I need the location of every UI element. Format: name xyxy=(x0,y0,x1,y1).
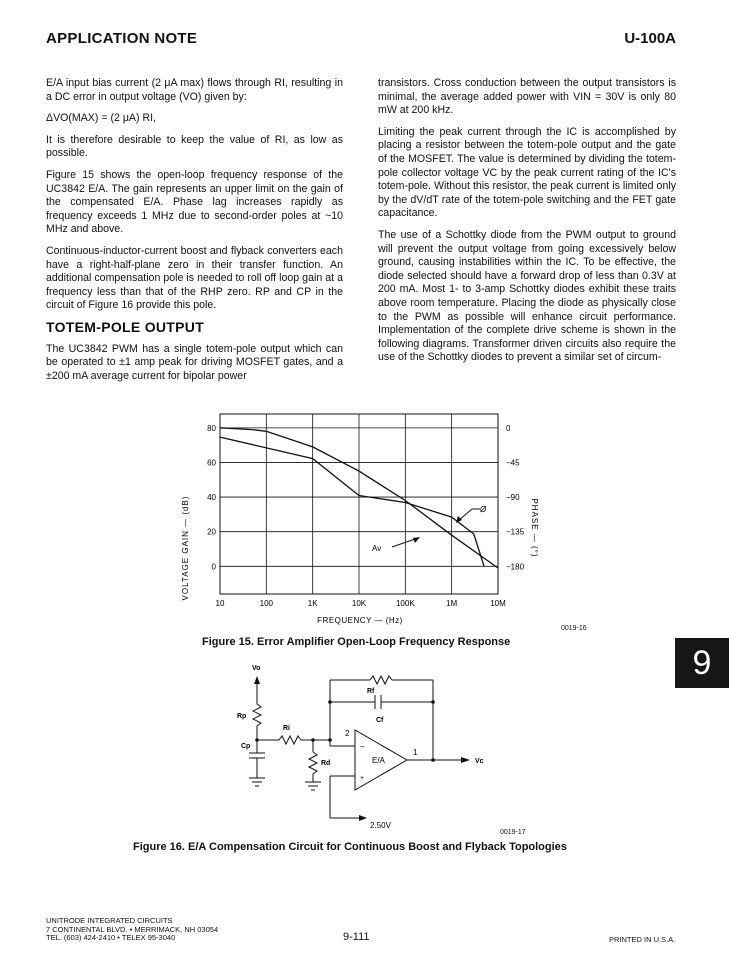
junction-dot xyxy=(311,738,315,742)
gain-tick-label: 40 xyxy=(207,493,216,503)
paragraph: Continuous-inductor-current boost and flyback converters each have a right-half-plane zero in their transfer function. An additional compensation pole is needed to roll off loop gain at a frequency less than that of the RHP zero. RP and CP in the circuit of Figure 16 provide this pole. xyxy=(46,244,343,312)
label-vc: Vc xyxy=(475,758,484,765)
rf-resistor xyxy=(370,676,392,684)
y-axis-label-gain: VOLTAGE GAIN — (dB) xyxy=(181,495,190,601)
chart-ticks xyxy=(207,424,524,608)
paragraph: It is therefore desirable to keep the value of RI, as low as possible. xyxy=(46,133,343,160)
figure-id: 0019-16 xyxy=(561,625,587,632)
figure-id: 0019-17 xyxy=(500,829,526,836)
junction-dot xyxy=(431,758,435,762)
label-vo: Vo xyxy=(252,665,261,672)
printed-note: PRINTED IN U.S.A. xyxy=(609,935,676,944)
figure-16-caption: Figure 16. E/A Compensation Circuit for Continuous Boost and Flyback Topologies xyxy=(133,841,567,853)
junction-dot xyxy=(328,700,332,704)
x-tick-label: 10 xyxy=(215,599,225,608)
x-tick-label: 1M xyxy=(446,599,458,608)
phase-tick-label: −135 xyxy=(506,527,525,537)
junction-dot xyxy=(255,738,259,742)
gain-tick-label: 80 xyxy=(207,423,216,433)
page-number: 9-111 xyxy=(343,931,370,943)
paragraph: Figure 15 shows the open-loop frequency response of the UC3842 E/A. The gain represents an upper limit on the gain of the compensated E/A. Phase lag increases rapidly as frequency exceeds 1 MHz due to second-order poles at ~10 MHz and above. xyxy=(46,168,343,236)
x-tick-label: 10K xyxy=(351,599,367,608)
rp-resistor xyxy=(253,700,261,740)
label-rf: Rf xyxy=(367,688,375,695)
x-tick-label: 10M xyxy=(490,599,506,608)
x-axis-label: FREQUENCY — (Hz) xyxy=(317,616,403,625)
vo-arrow-head xyxy=(254,676,260,684)
section-tab: 9 xyxy=(675,638,729,688)
document-number: U-100A xyxy=(624,30,676,47)
footer-line: UNITRODE INTEGRATED CIRCUITS xyxy=(46,916,173,925)
phase-tick-label: −45 xyxy=(506,458,520,468)
phase-curve xyxy=(220,437,484,566)
footer-line: TEL. (603) 424-2410 • TELEX 95-3040 xyxy=(46,933,176,942)
paragraph: The use of a Schottky diode from the PWM output to ground will prevent the output voltage from going excessively below ground, causing instabilities within the IC. To be effective, the diode selected should have a forward drop of less than 0.3V at 200 mA. Most 1- to 3-amp Schottky diodes exhibit these traits above room temperature. Placing the diode as physically close to the PWM as possible will enhance circuit performance. Implementation of the complete drive scheme is shown in the following diagrams. Transformer driven circuits also require the use of the Schottky diodes to prevent a similar set of circum- xyxy=(378,228,676,364)
series-label-phase: Ø xyxy=(480,505,487,514)
header-title: APPLICATION NOTE xyxy=(46,30,198,47)
vc-arrow-head xyxy=(461,757,470,763)
compensation-circuit-diagram xyxy=(225,660,525,840)
section-heading: TOTEM-POLE OUTPUT xyxy=(46,318,205,335)
series-label-av: Av xyxy=(372,544,382,553)
label-ref: 2.50V xyxy=(370,821,391,830)
label-minus: − xyxy=(360,742,365,751)
label-rd: Rd xyxy=(321,760,331,767)
label-ea: E/A xyxy=(372,756,385,765)
ref-arrow-head xyxy=(359,815,367,821)
ri-resistor xyxy=(279,736,301,744)
label-ri: Ri xyxy=(283,725,290,732)
label-plus: + xyxy=(360,775,365,782)
rd-resistor xyxy=(309,752,317,782)
y-axis-label-phase: PHASE — (°) xyxy=(530,498,539,558)
x-tick-label: 100 xyxy=(259,599,274,608)
paragraph: E/A input bias current (2 μA max) flows through RI, resulting in a DC error in output voltage (VO) given by: xyxy=(46,77,343,103)
equation: ΔVO(MAX) = (2 μA) RI, xyxy=(46,112,157,125)
label-rp: Rp xyxy=(237,713,247,720)
footer-line: 7 CONTINENTAL BLVD. • MERRIMACK, NH 03054 xyxy=(46,924,219,934)
chart-grid xyxy=(220,414,498,594)
label-cp: Cp xyxy=(241,743,251,750)
frequency-response-chart xyxy=(170,408,600,638)
paragraph: The UC3842 PWM has a single totem-pole output which can be operated to ±1 amp peak for driving MOSFET gates, and a ±200 mA average current for bipolar power xyxy=(46,342,343,382)
left-column xyxy=(46,77,343,391)
label-pin2: 2 xyxy=(345,729,350,738)
label-cf: Cf xyxy=(376,717,384,724)
label-pin1: 1 xyxy=(413,748,418,757)
phase-tick-label: 0 xyxy=(506,423,511,433)
junction-dot xyxy=(431,700,435,704)
gain-tick-label: 20 xyxy=(207,527,216,537)
junction-dot xyxy=(328,738,332,742)
paragraph: Limiting the peak current through the IC is accomplished by placing a resistor between the totem-pole output and the gate of the MOSFET. The value is determined by dividing the totem-pole collector voltage VC by the peak current rating of the IC's totem-pole. Without this resistor, the peak current is limited only by the dV/dT rate of the totem-pole switching and the FET gate capacitance. xyxy=(378,125,676,220)
gain-tick-label: 0 xyxy=(211,562,216,572)
figure-15-caption: Figure 15. Error Amplifier Open-Loop Frequency Response xyxy=(202,636,511,648)
footer-address xyxy=(46,917,218,943)
gain-tick-label: 60 xyxy=(207,458,216,468)
x-tick-label: 1K xyxy=(307,599,318,608)
phase-tick-label: −180 xyxy=(506,562,525,572)
right-column xyxy=(378,77,676,373)
av-pointer-arrow xyxy=(413,537,420,543)
paragraph: transistors. Cross conduction between the output transistors is minimal, the average added power with VIN = 30V is only 80 mW at 200 kHz. xyxy=(378,77,676,117)
x-tick-label: 100K xyxy=(395,599,415,608)
phase-tick-label: −90 xyxy=(506,493,520,503)
